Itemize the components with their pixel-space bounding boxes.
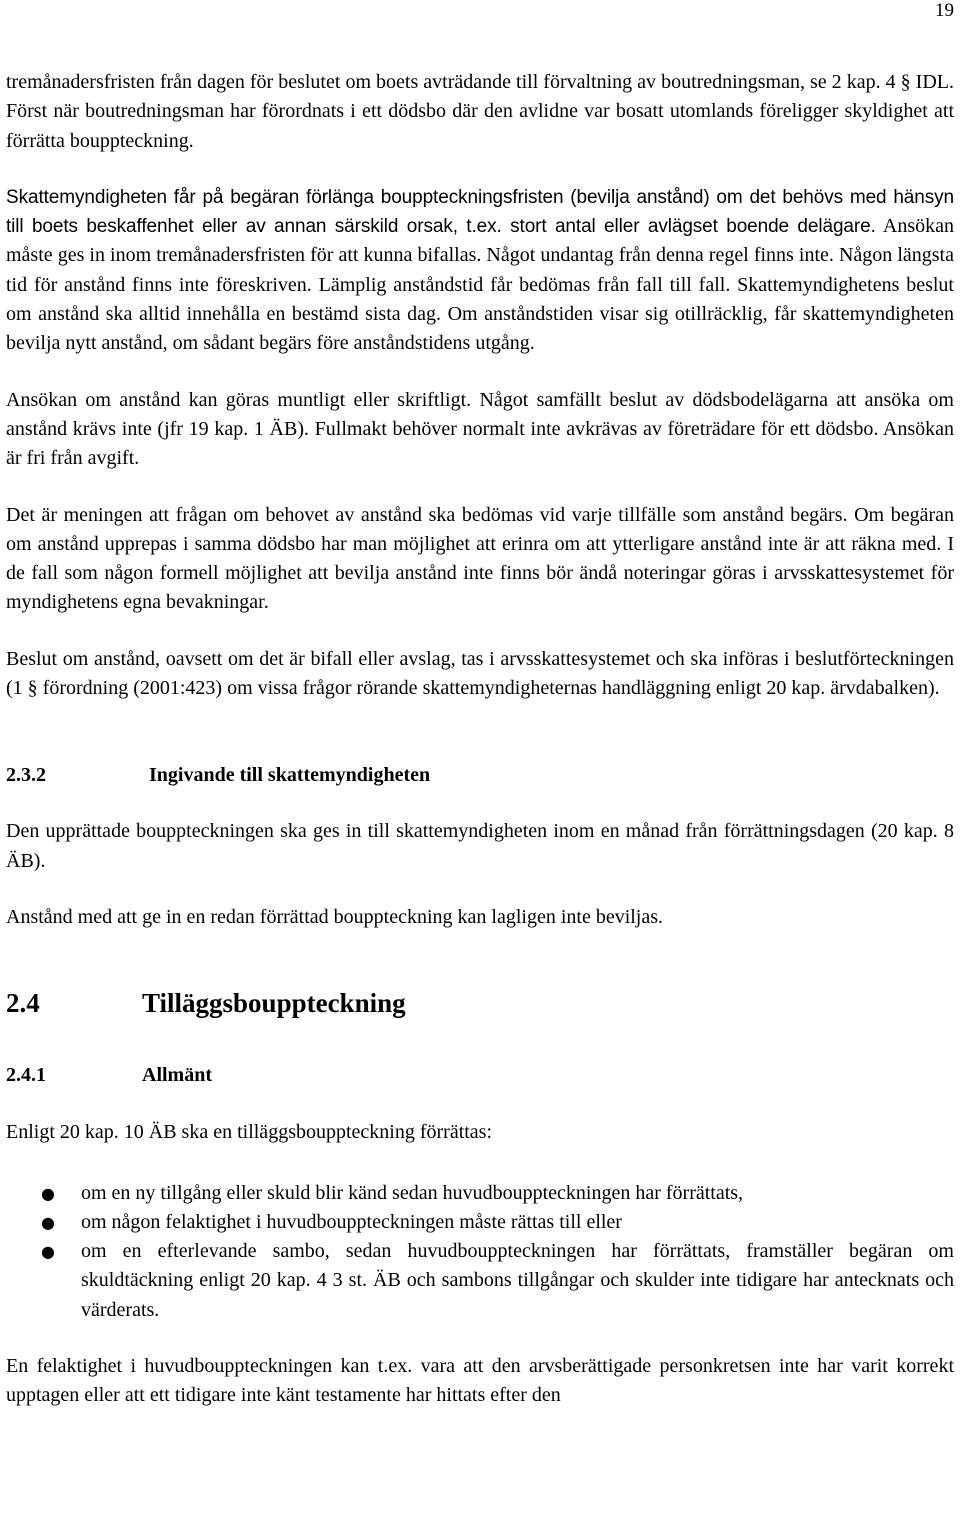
heading-2-3-2-number: 2.3.2 <box>6 764 46 787</box>
list-item <box>6 1179 954 1208</box>
paragraph-2-rest: Ansökan måste ges in inom tremånadersfristen för att kunna bifallas. Något undantag från denna regel finns inte. Någon längsta tid för anstånd finns inte föreskriven. Lämplig anståndstid får bedömas från fall till fall. Skattemyndighetens beslut om anstånd ska alltid innehålla en bestämd sista dag. Om anståndstiden visar sig otillräcklig, får skattemyndigheten bevilja nytt anstånd, om sådant begärs före anståndstidens utgång. <box>6 215 954 355</box>
paragraph-7: Anstånd med att ge in en redan förrättad bouppteckning kan lagligen inte beviljas. <box>6 905 664 928</box>
document-body <box>6 68 954 1411</box>
page-number: 19 <box>935 0 954 21</box>
paragraph-2 <box>6 183 954 359</box>
paragraph-9: En felaktighet i huvudbouppteckningen kan t.ex. vara att den arvsberättigade personkretsen inte har varit korrekt upptagen eller att ett tidigare inte känt testamente har hittats efter den <box>6 1355 954 1407</box>
bullet-icon: ● <box>41 1242 55 1262</box>
paragraph-5: Beslut om anstånd, oavsett om det är bifall eller avslag, tas i arvsskattesystemet och ska införas i beslutförteckningen (1 § förordning (2001:423) om vissa frågor rörande skattemyndigheternas handläggning enligt 20 kap. ärvdabalken). <box>6 647 954 700</box>
heading-2-4-title: Tilläggsbouppteckning <box>142 988 406 1019</box>
heading-2-4 <box>6 986 954 1020</box>
bullet-icon: ● <box>41 1183 55 1203</box>
list-item-text: om en efterlevande sambo, sedan huvudbouppteckningen har förrättats, framställer begäran om skuldtäckning enligt 20 kap. 4 3 st. ÄB och sambons tillgångar och skulder inte tidigare har antecknats och värderats. <box>81 1240 954 1321</box>
list-item-text: om någon felaktighet i huvudbouppteckningen måste rättas till eller <box>81 1210 622 1233</box>
list-item <box>6 1237 954 1325</box>
bullet-list <box>6 1179 954 1325</box>
heading-2-4-1-number: 2.4.1 <box>6 1064 46 1087</box>
list-item <box>6 1208 954 1237</box>
heading-2-4-1 <box>6 1061 954 1090</box>
paragraph-8: Enligt 20 kap. 10 ÄB ska en tilläggsbouppteckning förrättas: <box>6 1121 493 1144</box>
paragraph-4: Det är meningen att frågan om behovet av anstånd ska bedömas vid varje tillfälle som anstånd begärs. Om begäran om anstånd upprepas i samma dödsbo har man möjlighet att erinra om att ytterligare anstånd inte är att räkna med. I de fall som någon formell möjlighet att bevilja anstånd inte finns bör ändå noteringar göras i arvsskattesystemet för myndighetens egna bevakningar. <box>6 503 954 614</box>
paragraph-3: Ansökan om anstånd kan göras muntligt eller skriftligt. Något samfällt beslut av dödsbodelägarna att ansöka om anstånd krävs inte (jfr 19 kap. 1 ÄB). Fullmakt behöver normalt inte avkrävas av företrädare för ett dödsbo. Ansökan är fri från avgift. <box>6 388 954 470</box>
heading-2-4-number: 2.4 <box>6 988 40 1019</box>
heading-2-3-2 <box>6 761 954 790</box>
bullet-icon: ● <box>41 1212 55 1232</box>
paragraph-6: Den upprättade bouppteckningen ska ges in till skattemyndigheten inom en månad från förrättningsdagen (20 kap. 8 ÄB). <box>6 820 954 872</box>
heading-2-4-1-title: Allmänt <box>142 1064 212 1087</box>
list-item-text: om en ny tillgång eller skuld blir känd sedan huvudbouppteckningen har förrättats, <box>81 1181 744 1204</box>
paragraph-2-lead: Skattemyndigheten får på begäran förlänga bouppteckningsfristen (bevilja anstånd) om det behövs med hänsyn till boets beskaffenhet eller av annan särskild orsak, t.ex. stort antal eller avlägset boende delägare. <box>6 186 954 238</box>
heading-2-3-2-title: Ingivande till skattemyndigheten <box>149 764 431 787</box>
paragraph-1: tremånadersfristen från dagen för beslutet om boets avträdande till förvaltning av boutredningsman, se 2 kap. 4 § IDL. Först när boutredningsman har förordnats i ett dödsbo där den avlidne var bosatt utomlands föreligger skyldighet att förrätta bouppteckning. <box>6 71 954 152</box>
